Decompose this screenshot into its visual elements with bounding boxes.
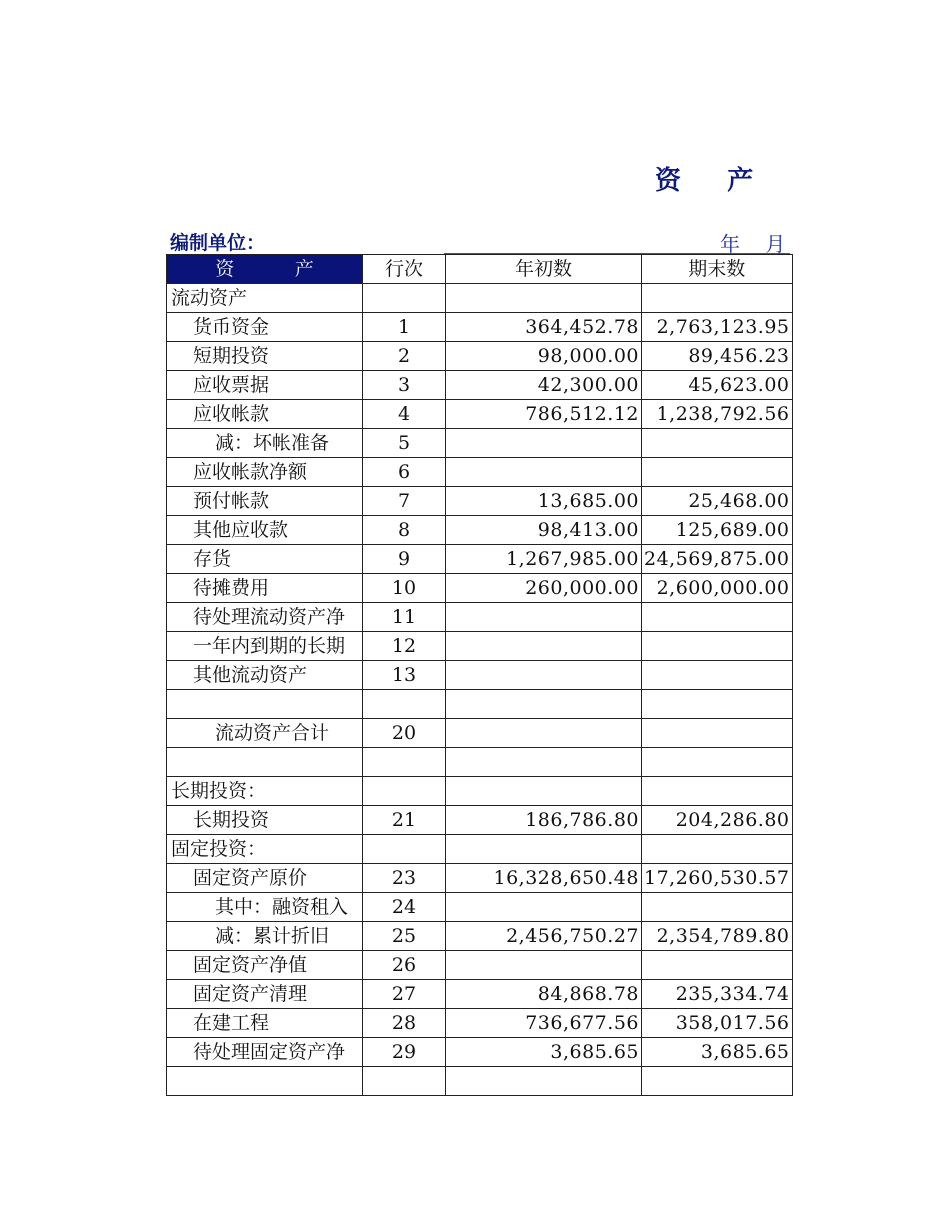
end-balance-cell: 1,238,792.56: [642, 400, 793, 429]
end-balance-cell: 2,763,123.95: [642, 313, 793, 342]
line-number-cell: 26: [363, 951, 446, 980]
line-number-cell: 21: [363, 806, 446, 835]
row-label-cell: 应收帐款净额: [167, 458, 363, 487]
end-balance-cell: [642, 719, 793, 748]
end-balance-cell: [642, 661, 793, 690]
row-label-cell: 长期投资：: [167, 777, 363, 806]
end-balance-cell: 45,623.00: [642, 371, 793, 400]
line-number-cell: 25: [363, 922, 446, 951]
line-number-cell: 2: [363, 342, 446, 371]
end-balance-cell: [642, 1067, 793, 1096]
end-balance-cell: [642, 748, 793, 777]
table-row: [167, 313, 793, 342]
header-row: [167, 255, 793, 284]
begin-balance-cell: 2,456,750.27: [446, 922, 642, 951]
row-label-cell: 待处理流动资产净: [167, 603, 363, 632]
row-label-cell: 应收票据: [167, 371, 363, 400]
end-balance-cell: [642, 284, 793, 313]
row-label-cell: 流动资产: [167, 284, 363, 313]
table-row: [167, 690, 793, 719]
begin-balance-cell: 16,328,650.48: [446, 864, 642, 893]
table-row: [167, 748, 793, 777]
begin-balance-cell: [446, 951, 642, 980]
table-row: [167, 342, 793, 371]
line-number-cell: 20: [363, 719, 446, 748]
table-row: [167, 1038, 793, 1067]
table-row: [167, 516, 793, 545]
line-number-cell: [363, 777, 446, 806]
table-body: [167, 284, 793, 1096]
line-number-cell: [363, 835, 446, 864]
row-label-cell: 待摊费用: [167, 574, 363, 603]
begin-balance-cell: [446, 1067, 642, 1096]
line-number-cell: 24: [363, 893, 446, 922]
balance-sheet-table: [166, 254, 793, 1096]
row-label-cell: 减：累计折旧: [167, 922, 363, 951]
table-row: [167, 806, 793, 835]
end-balance-cell: [642, 458, 793, 487]
end-balance-cell: [642, 951, 793, 980]
line-column-header: 行次: [363, 255, 446, 284]
line-number-cell: 12: [363, 632, 446, 661]
table-row: [167, 1067, 793, 1096]
row-label-cell: 其他应收款: [167, 516, 363, 545]
table-row: [167, 371, 793, 400]
begin-balance-cell: 186,786.80: [446, 806, 642, 835]
begin-balance-cell: [446, 429, 642, 458]
begin-balance-cell: 84,868.78: [446, 980, 642, 1009]
row-label-cell: [167, 1067, 363, 1096]
begin-balance-cell: [446, 690, 642, 719]
line-number-cell: 3: [363, 371, 446, 400]
end-balance-cell: 125,689.00: [642, 516, 793, 545]
line-number-cell: 10: [363, 574, 446, 603]
line-number-cell: 23: [363, 864, 446, 893]
begin-balance-cell: 1,267,985.00: [446, 545, 642, 574]
end-balance-cell: [642, 690, 793, 719]
table-row: [167, 1009, 793, 1038]
table-row: [167, 284, 793, 313]
begin-balance-cell: [446, 748, 642, 777]
begin-balance-cell: 98,413.00: [446, 516, 642, 545]
table-row: [167, 487, 793, 516]
table-row: [167, 603, 793, 632]
end-balance-cell: 25,468.00: [642, 487, 793, 516]
row-label-cell: 短期投资: [167, 342, 363, 371]
end-balance-cell: 3,685.65: [642, 1038, 793, 1067]
row-label-cell: 固定投资：: [167, 835, 363, 864]
end-balance-cell: [642, 429, 793, 458]
table-row: [167, 864, 793, 893]
table-row: [167, 777, 793, 806]
line-number-cell: 28: [363, 1009, 446, 1038]
table-row: [167, 922, 793, 951]
begin-balance-cell: 736,677.56: [446, 1009, 642, 1038]
begin-balance-cell: 364,452.78: [446, 313, 642, 342]
row-label-cell: 其中：融资租入: [167, 893, 363, 922]
row-label-cell: 固定资产净值: [167, 951, 363, 980]
line-number-cell: 7: [363, 487, 446, 516]
row-label-cell: 待处理固定资产净: [167, 1038, 363, 1067]
preparing-unit-label: 编制单位：: [170, 232, 266, 254]
row-label-cell: 在建工程: [167, 1009, 363, 1038]
row-label-cell: 固定资产原价: [167, 864, 363, 893]
begin-balance-cell: [446, 777, 642, 806]
begin-balance-cell: 98,000.00: [446, 342, 642, 371]
row-label-cell: 其他流动资产: [167, 661, 363, 690]
begin-balance-cell: [446, 458, 642, 487]
table-row: [167, 574, 793, 603]
end-balance-cell: [642, 777, 793, 806]
table-row: [167, 719, 793, 748]
end-balance-cell: 235,334.74: [642, 980, 793, 1009]
row-label-cell: [167, 748, 363, 777]
line-number-cell: 27: [363, 980, 446, 1009]
table-row: [167, 429, 793, 458]
begin-balance-cell: [446, 835, 642, 864]
end-column-header: 期末数: [642, 255, 793, 284]
row-label-cell: 减：坏帐准备: [167, 429, 363, 458]
begin-balance-cell: 786,512.12: [446, 400, 642, 429]
begin-balance-cell: [446, 284, 642, 313]
begin-balance-cell: [446, 661, 642, 690]
end-balance-cell: [642, 632, 793, 661]
row-label-cell: 一年内到期的长期: [167, 632, 363, 661]
row-label-cell: 长期投资: [167, 806, 363, 835]
line-number-cell: 9: [363, 545, 446, 574]
table-row: [167, 661, 793, 690]
row-label-cell: 应收帐款: [167, 400, 363, 429]
table-row: [167, 458, 793, 487]
table-row: [167, 632, 793, 661]
end-balance-cell: 204,286.80: [642, 806, 793, 835]
year-month-label: 年 月: [720, 232, 786, 256]
end-balance-cell: 24,569,875.00: [642, 545, 793, 574]
table-row: [167, 893, 793, 922]
row-label-cell: 存货: [167, 545, 363, 574]
line-number-cell: [363, 1067, 446, 1096]
line-number-cell: 29: [363, 1038, 446, 1067]
line-number-cell: 5: [363, 429, 446, 458]
line-number-cell: [363, 748, 446, 777]
end-balance-cell: 2,354,789.80: [642, 922, 793, 951]
begin-balance-cell: 3,685.65: [446, 1038, 642, 1067]
end-balance-cell: 2,600,000.00: [642, 574, 793, 603]
end-balance-cell: [642, 603, 793, 632]
row-label-cell: 预付帐款: [167, 487, 363, 516]
row-label-cell: 货币资金: [167, 313, 363, 342]
line-number-cell: 1: [363, 313, 446, 342]
end-balance-cell: 17,260,530.57: [642, 864, 793, 893]
row-label-cell: [167, 690, 363, 719]
line-number-cell: 13: [363, 661, 446, 690]
sheet-title: 资 产: [655, 166, 756, 196]
line-number-cell: [363, 690, 446, 719]
begin-balance-cell: [446, 632, 642, 661]
table-row: [167, 835, 793, 864]
begin-balance-cell: [446, 603, 642, 632]
begin-balance-cell: 42,300.00: [446, 371, 642, 400]
line-number-cell: 4: [363, 400, 446, 429]
asset-column-header: 资 产: [167, 255, 363, 284]
line-number-cell: 6: [363, 458, 446, 487]
table-row: [167, 980, 793, 1009]
table-row: [167, 951, 793, 980]
begin-balance-cell: [446, 719, 642, 748]
begin-balance-cell: 260,000.00: [446, 574, 642, 603]
end-balance-cell: 358,017.56: [642, 1009, 793, 1038]
end-balance-cell: [642, 893, 793, 922]
table-row: [167, 400, 793, 429]
table-row: [167, 545, 793, 574]
row-label-cell: 固定资产清理: [167, 980, 363, 1009]
line-number-cell: 8: [363, 516, 446, 545]
begin-balance-cell: 13,685.00: [446, 487, 642, 516]
line-number-cell: 11: [363, 603, 446, 632]
begin-column-header: 年初数: [446, 255, 642, 284]
begin-balance-cell: [446, 893, 642, 922]
end-balance-cell: [642, 835, 793, 864]
row-label-cell: 流动资产合计: [167, 719, 363, 748]
end-balance-cell: 89,456.23: [642, 342, 793, 371]
line-number-cell: [363, 284, 446, 313]
